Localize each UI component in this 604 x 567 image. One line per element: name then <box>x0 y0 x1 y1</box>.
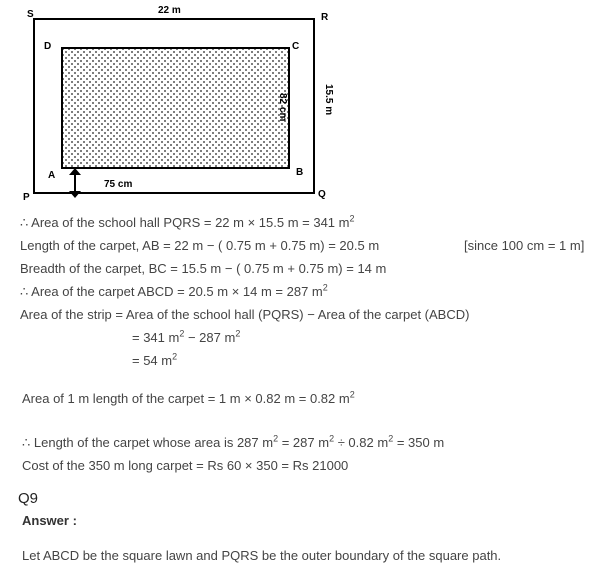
vertex-d: D <box>44 41 52 52</box>
hall-height-label: 15.5 m <box>323 84 334 116</box>
carpet-abcd <box>61 47 290 169</box>
answer-text: Let ABCD be the square lawn and PQRS be the outer boundary of the square path. <box>22 548 502 563</box>
solution-line-unit-length-area: Area of 1 m length of the carpet = 1 m × 0.82 m = 0.82 $m^2$ <box>22 389 355 406</box>
solution-line-cost: Cost of the 350 m long carpet = Rs 60 × 350 = Rs 21000 <box>22 458 349 473</box>
vertex-q: Q <box>318 189 326 200</box>
hall-width-label: 22 m <box>158 5 181 16</box>
solution-line-carpet-length: Length of the carpet, AB = 22 m − ( 0.75 m + 0.75 m) = 20.5 m <box>20 238 380 253</box>
unit-conversion-note: [since 100 cm = 1 m] <box>464 238 585 253</box>
vertex-c: C <box>292 41 300 52</box>
figure-school-hall <box>0 0 340 205</box>
vertex-s: S <box>27 9 34 20</box>
strip-width-arrow-icon <box>68 168 82 198</box>
strip-width-label: 75 cm <box>104 179 133 190</box>
carpet-width-label: 82 cm <box>277 93 288 122</box>
solution-line-carpet-length-result: ∴ Length of the carpet whose area is 287 $m^2 = 287$ $m^2 \div 0.82$ $m^2 = 350$ m <box>22 433 445 450</box>
vertex-b: B <box>296 167 304 178</box>
vertex-r: R <box>321 12 329 23</box>
vertex-a: A <box>48 170 56 181</box>
question-number: Q9 <box>18 490 39 507</box>
answer-label: Answer : <box>22 513 77 528</box>
solution-line-hall-area: ∴ Area of the school hall PQRS = 22 m × 15.5 m = 341 $m^2$ <box>20 213 355 230</box>
solution-line-strip-area: Area of the strip = Area of the school hall (PQRS) − Area of the carpet (ABCD) <box>20 307 470 322</box>
vertex-p: P <box>23 192 30 203</box>
solution-line-strip-calc: = 341 $m^2 - 287$ $m^2$ <box>132 328 241 345</box>
solution-line-carpet-area: ∴ Area of the carpet ABCD = 20.5 m × 14 m = 287 $m^2$ <box>20 282 328 299</box>
solution-line-strip-result: = 54 $m^2$ <box>132 351 178 368</box>
solution-line-carpet-breadth: Breadth of the carpet, BC = 15.5 m − ( 0.75 m + 0.75 m) = 14 m <box>20 261 387 276</box>
